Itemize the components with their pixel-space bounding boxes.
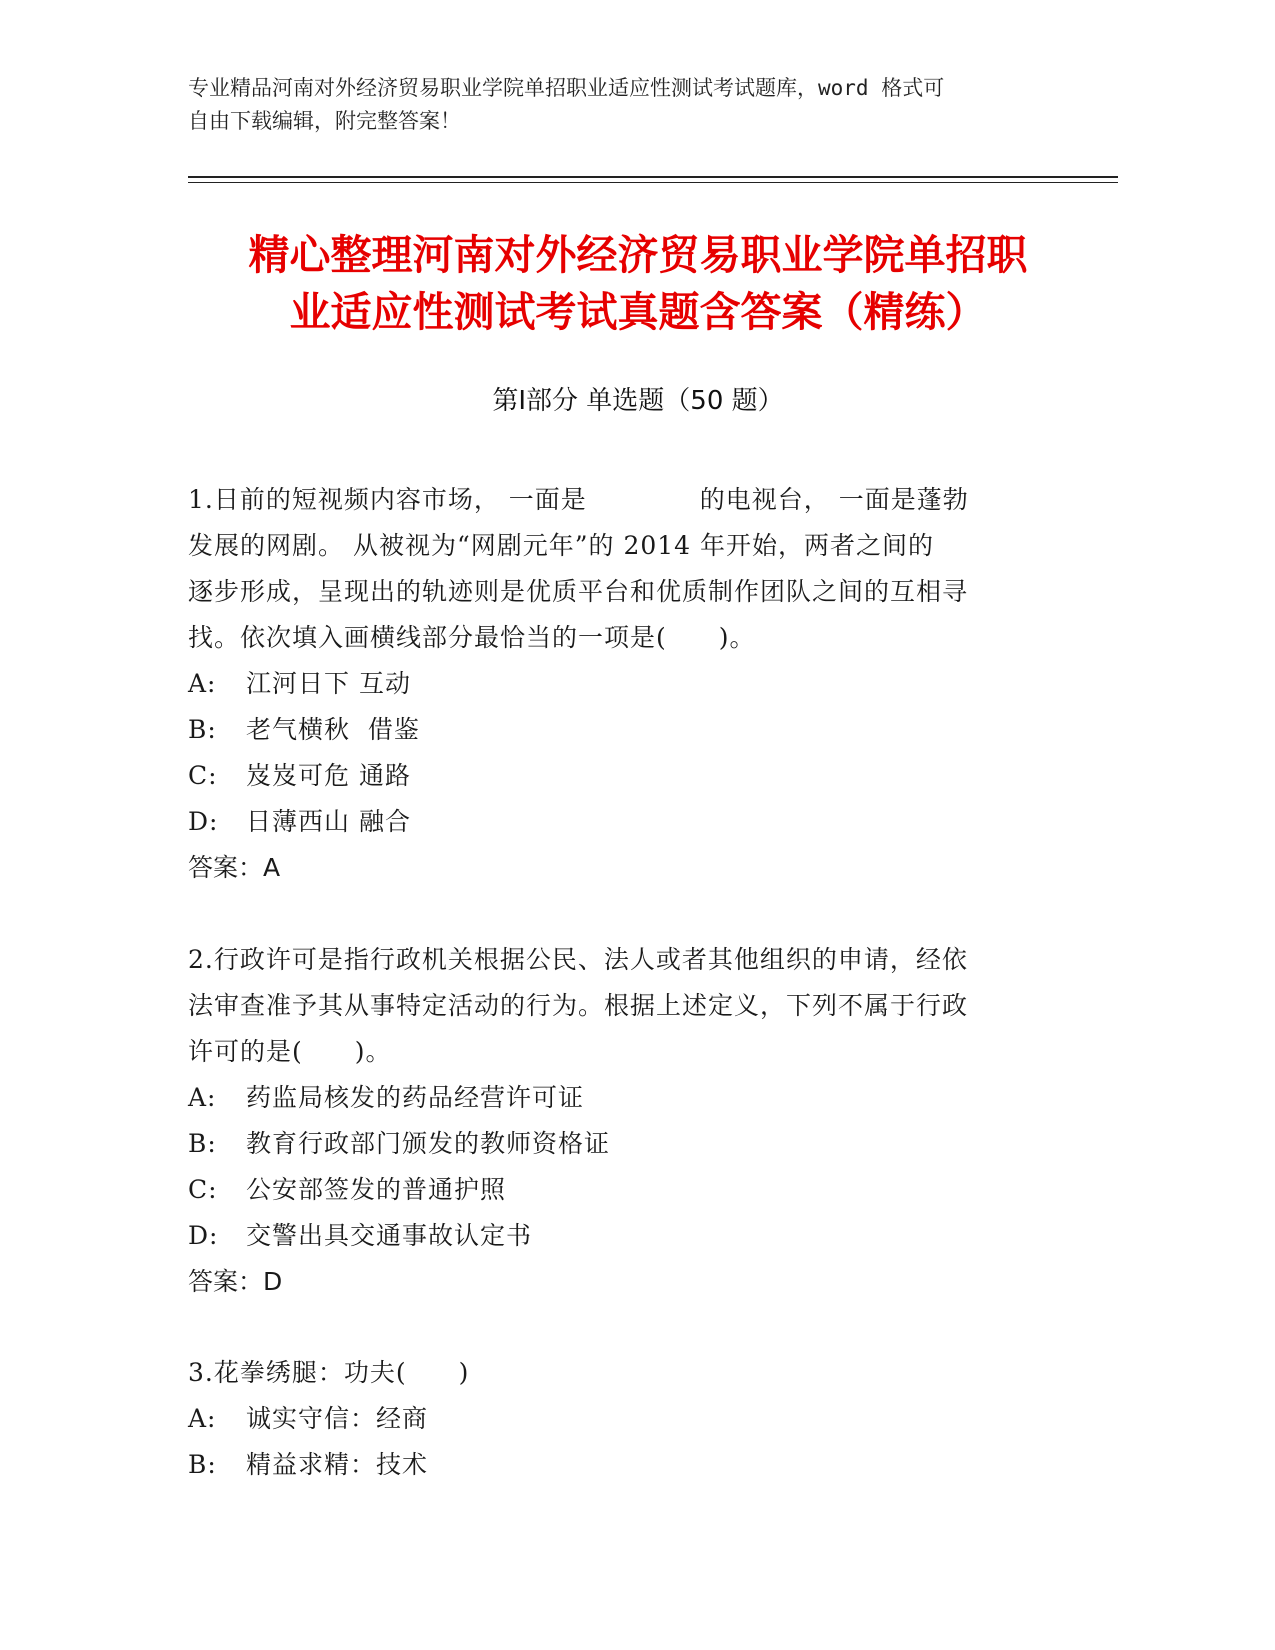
document-title	[188, 227, 1088, 341]
option-text: 药监局核发的药品经营许可证	[246, 1083, 585, 1112]
question-stem-line: 逐步形成，呈现出的轨迹则是优质平台和优质制作团队之间的互相寻	[188, 577, 969, 606]
option-a	[188, 661, 1068, 707]
question-stem-line: 1.日前的短视频内容市场， 一面是 的电视台， 一面是蓬勃	[188, 485, 969, 514]
option-text: 岌岌可危 通路	[246, 761, 411, 790]
document-title-line: 业适应性测试考试真题含答案（精练）	[289, 288, 987, 336]
option-key: B:	[188, 1129, 217, 1158]
option-key: C:	[188, 1175, 218, 1204]
question-3	[188, 1350, 1068, 1488]
option-key: D:	[188, 1221, 219, 1250]
option-key: A:	[188, 1404, 217, 1433]
option-key: A:	[188, 669, 217, 698]
option-b	[188, 1121, 1068, 1167]
option-c	[188, 753, 1068, 799]
option-c	[188, 1167, 1068, 1213]
option-d	[188, 1213, 1068, 1259]
option-key: D:	[188, 807, 219, 836]
option-text: 精益求精：技术	[246, 1450, 429, 1479]
question-stem-line: 3.花拳绣腿：功夫( )	[188, 1358, 470, 1387]
option-b	[188, 1442, 1068, 1488]
option-key: A:	[188, 1083, 217, 1112]
option-d	[188, 799, 1068, 845]
option-key: B:	[188, 715, 217, 744]
option-text: 公安部签发的普通护照	[246, 1175, 507, 1204]
option-text: 诚实守信：经商	[246, 1404, 429, 1433]
header-note-line: 专业精品河南对外经济贸易职业学院单招职业适应性测试考试题库，word 格式可	[188, 76, 945, 100]
header-divider-thin	[188, 182, 1118, 183]
document-title-line: 精心整理河南对外经济贸易职业学院单招职	[248, 231, 1028, 279]
header-note-line: 自由下载编辑，附完整答案！	[188, 109, 461, 133]
option-text: 江河日下 互动	[246, 669, 411, 698]
option-b	[188, 707, 1068, 753]
question-stem-line: 法审查准予其从事特定活动的行为。根据上述定义，下列不属于行政	[188, 991, 969, 1020]
question-stem-line: 许可的是( )。	[188, 1037, 392, 1066]
question-stem	[188, 937, 1068, 1075]
option-a	[188, 1396, 1068, 1442]
answer-line: 答案：A	[188, 853, 281, 882]
option-a	[188, 1075, 1068, 1121]
question-stem-line: 发展的网剧。 从被视为“网剧元年”的 2014 年开始，两者之间的	[188, 531, 935, 560]
question-stem	[188, 1350, 1068, 1396]
option-key: B:	[188, 1450, 217, 1479]
option-text: 交警出具交通事故认定书	[246, 1221, 533, 1250]
option-key: C:	[188, 761, 218, 790]
option-text: 日薄西山 融合	[246, 807, 411, 836]
question-stem	[188, 477, 1068, 661]
answer-line: 答案：D	[188, 1267, 283, 1296]
header-note	[188, 72, 1068, 138]
question-1	[188, 477, 1068, 891]
option-text: 教育行政部门颁发的教师资格证	[246, 1129, 611, 1158]
question-2	[188, 937, 1068, 1305]
option-text: 老气横秋 借鉴	[246, 715, 420, 744]
question-stem-line: 找。依次填入画横线部分最恰当的一项是( )。	[188, 623, 756, 652]
header-divider-thick	[188, 176, 1118, 178]
question-stem-line: 2.行政许可是指行政机关根据公民、法人或者其他组织的申请，经依	[188, 945, 968, 974]
section-heading: 第Ⅰ部分 单选题（50 题）	[492, 386, 784, 416]
